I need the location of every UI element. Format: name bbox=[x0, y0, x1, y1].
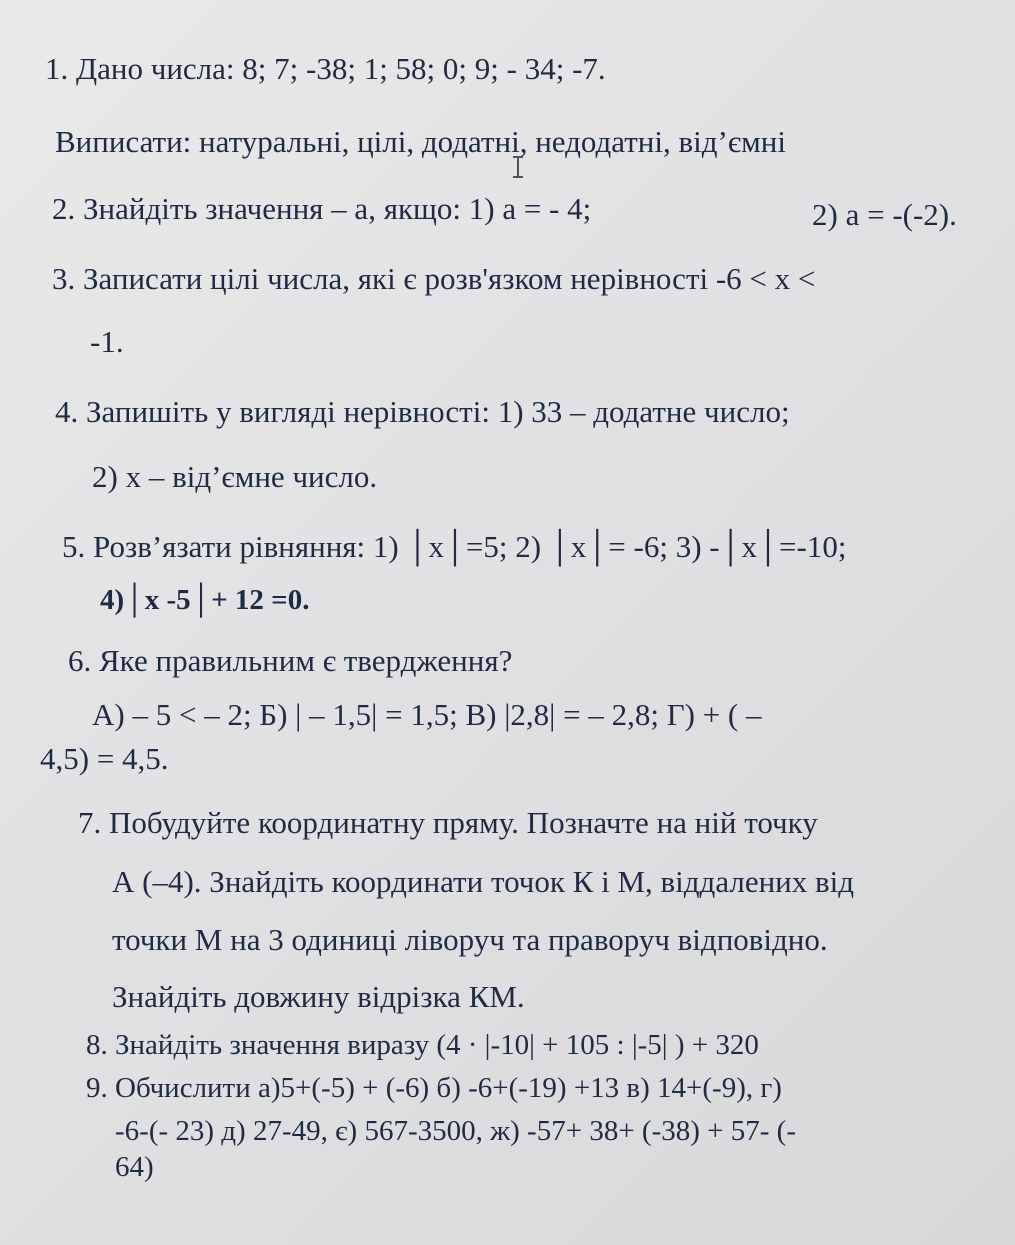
task-7-line-4: Знайдіть довжину відрізка КМ. bbox=[112, 979, 525, 1014]
task-2-part-2: 2) а = -(-2). bbox=[812, 197, 957, 232]
task-9-line-2: -6-(- 23) д) 27-49, є) 567-3500, ж) -57+ 38+ (-38) + 57- (- bbox=[115, 1115, 796, 1147]
task-2-part-1: 2. Знайдіть значення – а, якщо: 1) а = - 4; bbox=[52, 191, 592, 226]
task-7-line-1: 7. Побудуйте координатну пряму. Позначте на ній точку bbox=[78, 805, 818, 840]
task-6-options-cont: 4,5) = 4,5. bbox=[40, 741, 169, 776]
task-4-line-2: 2) х – від’ємне число. bbox=[92, 459, 378, 494]
task-1-line: 1. Дано числа: 8; 7; -38; 1; 58; 0; 9; - 34; -7. bbox=[45, 51, 606, 86]
task-5-line-1: 5. Розв’язати рівняння: 1) │х│=5; 2) │х│= -6; 3) -│х│=-10; bbox=[62, 529, 847, 564]
task-4-line-1: 4. Запишіть у вигляді нерівності: 1) 33 – додатне число; bbox=[55, 394, 790, 429]
task-3-line-2: -1. bbox=[90, 324, 124, 359]
task-5-line-2: 4)│х -5│+ 12 =0. bbox=[100, 584, 310, 616]
task-7-line-3: точки М на 3 одиниці ліворуч та праворуч відповідно. bbox=[112, 922, 828, 957]
task-6-question: 6. Яке правильним є твердження? bbox=[68, 643, 513, 678]
task-9-line-1: 9. Обчислити а)5+(-5) + (-6) б) -6+(-19) +13 в) 14+(-9), г) bbox=[86, 1072, 782, 1104]
task-1-instruction: Виписати: натуральні, цілі, додатні, недодатні, від’ємні bbox=[55, 124, 786, 159]
task-3-line-1: 3. Записати цілі числа, які є розв'язком нерівності -6 < х < bbox=[52, 261, 816, 296]
task-8-line: 8. Знайдіть значення виразу (4 · |-10| + 105 : |-5| ) + 320 bbox=[86, 1029, 759, 1061]
task-7-line-2: А (–4). Знайдіть координати точок К і М, віддалених від bbox=[112, 864, 855, 899]
task-6-options: А) – 5 < – 2; Б) | – 1,5| = 1,5; В) |2,8| = – 2,8; Г) + ( – bbox=[92, 697, 762, 732]
text-cursor-icon bbox=[517, 156, 531, 178]
task-9-line-3: 64) bbox=[115, 1151, 154, 1183]
